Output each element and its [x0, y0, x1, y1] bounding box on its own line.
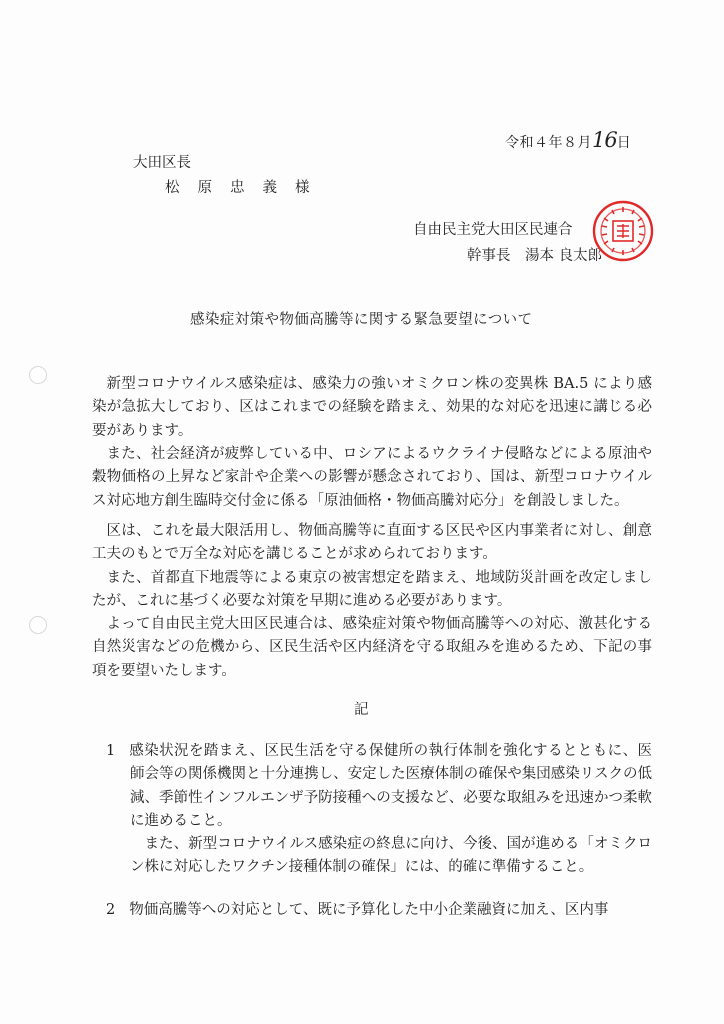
item-text: 物価高騰等への対応として、既に予算化した中小企業融資に加え、区内事 [129, 902, 609, 918]
recipient-name: 松原忠義様 [165, 180, 328, 196]
date-day-handwritten: 16 [592, 128, 617, 152]
date-suffix: 日 [616, 135, 632, 151]
punch-hole-top [29, 366, 47, 384]
date-prefix: 令和４年８月 [505, 135, 592, 151]
document-date [505, 128, 631, 152]
item-subtext: また、新型コロナウイルス感染症の終息に向け、今後、国が進める「オミクロン株に対応したワクチン接種体制の確保」には、的確に準備すること。 [130, 836, 652, 876]
item-number: 2 [106, 902, 116, 918]
request-item-1 [92, 740, 652, 880]
body-paragraph-5: よって自由民主党大田区民連合は、感染症対策や物価高騰等への対応、激甚化する自然災害などの危機から、区民生活や区内経済を守る取組みを進めるため、下記の事項を要望いたします。 [92, 616, 652, 679]
body-paragraph-2: また、社会経済が疲弊している中、ロシアによるウクライナ侵略などによる原油や穀物価格の上昇など家計や企業への影響が懸念されており、国は、新型コロナウイルス対応地方創生臨時交付金に係る「原油価格・物価高騰対応分」を創設しました。 [92, 446, 652, 509]
body-paragraph-3: 区は、これを最大限活用し、物価高騰等に直面する区民や区内事業者に対し、創意工夫のもとで万全な対応を講じることが求められております。 [92, 523, 652, 563]
ki-heading: 記 [354, 702, 369, 718]
body-paragraph-1: 新型コロナウイルス感染症は、感染力の強いオミクロン株の変異株 BA.5 により感染が急拡大しており、区はこれまでの経験を踏まえ、効果的な対応を迅速に講じる必要があります。 [92, 376, 652, 439]
punch-hole-bottom [29, 616, 47, 634]
document-title: 感染症対策や物価高騰等に関する緊急要望について [190, 312, 533, 328]
item-number: 1 [106, 743, 116, 759]
sender-person: 幹事長 湯本 良太郎 [467, 248, 603, 264]
body-paragraph-4: また、首都直下地震等による東京の被害想定を踏まえ、地域防災計画を改定しましたが、これに基づく必要な対策を早期に進める必要があります。 [92, 570, 652, 610]
official-seal-icon [592, 200, 654, 262]
recipient-title: 大田区長 [133, 155, 191, 171]
sender-organization: 自由民主党大田区民連合 [413, 222, 573, 238]
item-text: 感染状況を踏まえ、区民生活を守る保健所の執行体制を強化するとともに、医師会等の関係機関と十分連携し、安定した医療体制の確保や集団感染リスクの低減、季節性インフルエンザ予防接種への支援など、必要な取組みを迅速かつ柔軟に進めること。 [129, 743, 652, 829]
request-item-2 [92, 899, 652, 922]
